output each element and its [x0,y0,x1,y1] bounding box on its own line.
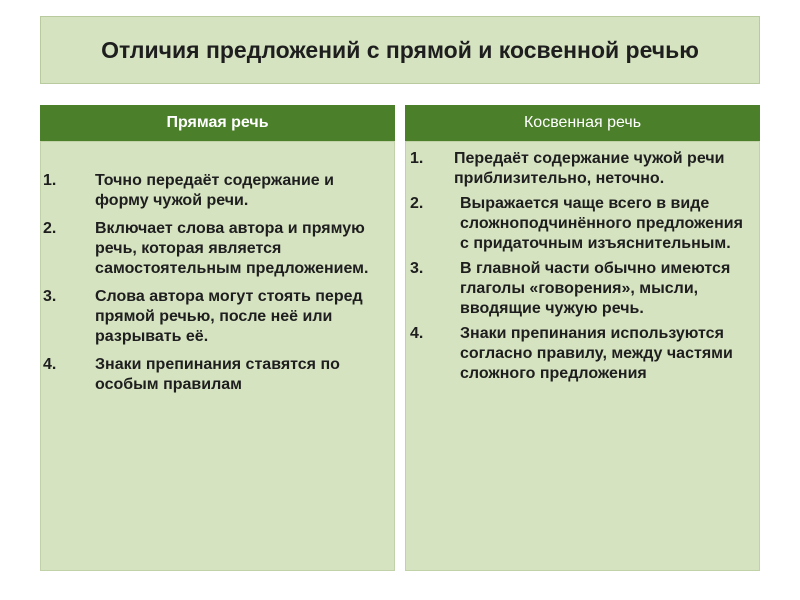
list-number: 4. [410,325,424,342]
list-item [406,194,759,254]
list-item-text: Знаки препинания ставятся по особым правилам [95,356,340,393]
direct-speech-list [41,142,394,395]
indirect-speech-list [406,142,759,384]
indirect-speech-panel [405,141,760,571]
list-number: 2. [410,195,424,212]
slide-title: Отличия предложений с прямой и косвенной речью [101,37,699,63]
list-item [406,149,759,189]
list-item [41,171,394,211]
direct-speech-header [40,105,395,141]
list-number: 3. [410,260,424,277]
list-number: 3. [43,288,57,305]
list-number: 2. [43,220,57,237]
slide-title-box [40,16,760,84]
direct-speech-panel [40,141,395,571]
indirect-speech-header-label: Косвенная речь [523,114,642,131]
list-number: 1. [410,150,424,167]
indirect-speech-header [405,105,760,141]
list-item-text: В главной части обычно имеются глаголы «говорения», мысли, вводящие чужую речь. [460,260,731,317]
list-item-text: Выражается чаще всего в виде сложноподчинённого предложения с придаточным изъяснительным. [460,195,743,252]
list-item [406,259,759,319]
direct-speech-header-label: Прямая речь [166,114,269,131]
list-number: 1. [43,172,57,189]
list-item-text: Слова автора могут стоять перед прямой речью, после неё или разрывать её. [95,288,363,345]
list-item-text: Включает слова автора и прямую речь, которая является самостоятельным предложением. [95,220,369,277]
list-item-text: Точно передаёт содержание и форму чужой речи. [95,172,334,209]
list-item [41,287,394,347]
list-item-text: Передаёт содержание чужой речи приблизительно, неточно. [454,150,725,187]
list-number: 4. [43,356,57,373]
list-item-text: Знаки препинания используются согласно правилу, между частями сложного предложения [460,325,733,382]
list-item [41,219,394,279]
list-item [406,324,759,384]
list-item [41,355,394,395]
